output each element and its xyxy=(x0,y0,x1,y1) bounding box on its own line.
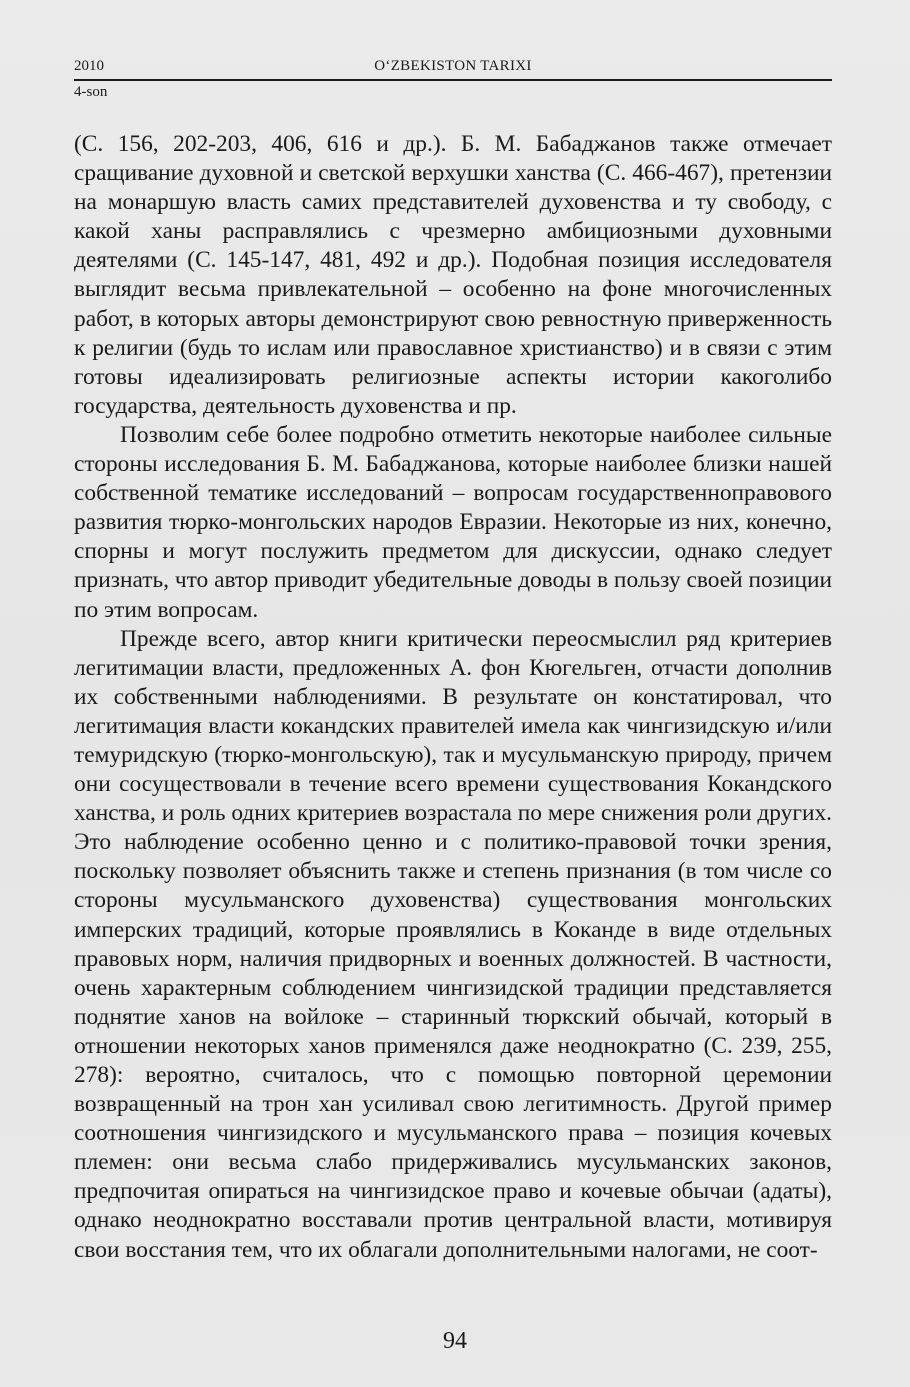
paragraph-1: (С. 156, 202-203, 406, 616 и др.). Б. М. Бабаджанов также отмечает сращивание духовной и светской верхушки ханства (С. 466-467), претензии на монаршую власть самих представителей духовенства и ту свободу, с какой ханы расправлялись с чрезмерно амбициозными духовными деятелями (С. 145-147, 481, 492 и др.). Подобная позиция исследователя выглядит весьма привлекательной – особенно на фоне многочисленных работ, в которых авторы демонстрируют свою ревностную приверженность к религии (будь то ислам или православное христианство) и в связи с этим готовы идеализировать религиозные аспекты истории какоголибо государства, деятельность духовенства и пр. xyxy=(74,131,832,419)
header-year: 2010 xyxy=(74,58,104,74)
header-issue: 4-son xyxy=(74,84,108,100)
running-header xyxy=(74,56,832,106)
header-rule xyxy=(74,79,832,81)
header-journal-title: O‘ZBEKISTON TARIXI xyxy=(374,58,532,74)
page-number: 94 xyxy=(443,1328,467,1354)
paragraph-2: Позволим себе более подробно отметить некоторые наиболее сильные стороны исследования Б. М. Бабаджанова, которые наиболее близки нашей собственной тематике исследований – вопросам государственноправового развития тюрко-монгольских народов Евразии. Некоторые из них, конечно, спорны и могут послужить предметом для дискуссии, однако следует признать, что автор приводит убедительные доводы в пользу своей позиции по этим вопросам. xyxy=(74,421,832,623)
body-text xyxy=(74,130,832,1265)
paragraph-3: Прежде всего, автор книги критически переосмыслил ряд критериев легитимации власти, предложенных А. фон Кюгельген, отчасти дополнив их собственными наблюдениями. В результате он констатировал, что легитимация власти кокандских правителей имела как чингизидскую и/или темуридскую (тюрко-монгольскую), так и мусульманскую природу, причем они сосуществовали в течение всего времени существования Кокандского ханства, и роль одних критериев возрастала по мере снижения роли других. Это наблюдение особенно ценно и с политико-правовой точки зрения, поскольку позволяет объяснить также и степень признания (в том числе со стороны мусульманского духовенства) существования монгольских имперских традиций, которые проявлялись в Коканде в виде отдельных правовых норм, наличия придворных и военных должностей. В частности, очень характерным соблюдением чингизидской традиции представляется поднятие ханов на войлоке – старинный тюркский обычай, который в отношении некоторых ханов применялся даже неоднократно (С. 239, 255, 278): вероятно, считалось, что с помощью повторной церемонии возвращенный на трон хан усиливал свою легитимность. Другой пример соотношения чингизидского и мусульманского права – позиция кочевых племен: они весьма слабо придерживались мусульманских законов, предпочитая опираться на чингизидское право и кочевые обычаи (адаты), однако неоднократно восставали против центральной власти, мотивируя свои восстания тем, что их облагали дополнительными налогами, не соот- xyxy=(74,625,833,1263)
